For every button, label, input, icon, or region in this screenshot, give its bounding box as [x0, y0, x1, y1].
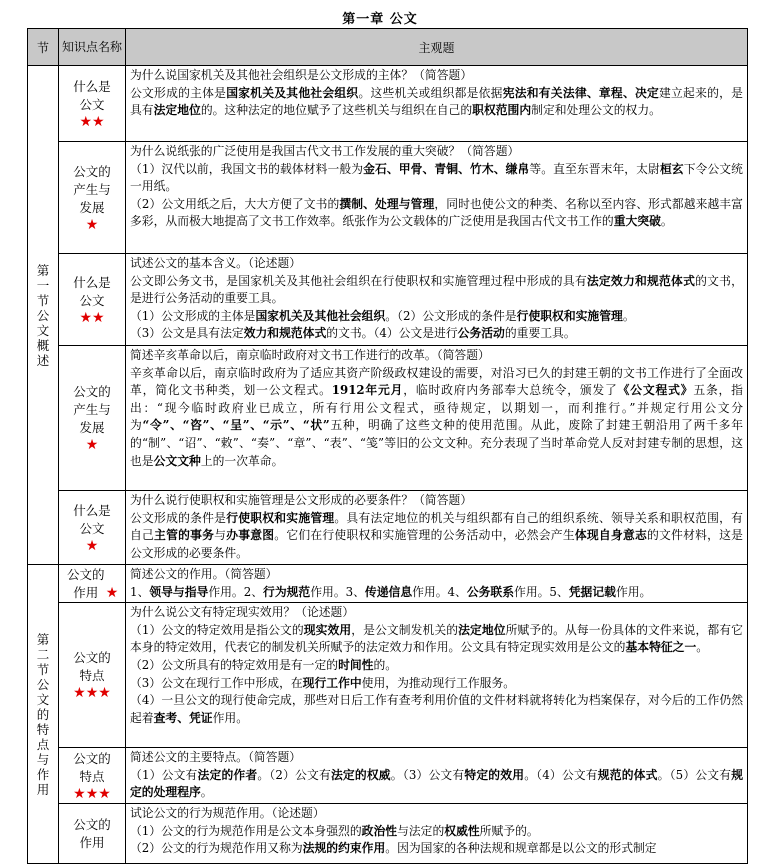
key-term: 公文文种 [153, 453, 201, 468]
key-term: 《公文程式》 [617, 383, 694, 398]
answer-text [130, 622, 743, 657]
key-term: 规范的体式 [597, 767, 658, 782]
text-segment: （2）公文的行为规范作用又称为 [130, 841, 303, 856]
key-term: 传递信息 [364, 584, 413, 599]
text-segment: 。 [622, 308, 635, 323]
importance-stars: ★ [105, 584, 119, 601]
key-term: 1912年元月 [331, 383, 404, 398]
knowledge-point-cell [59, 66, 126, 142]
knowledge-table [27, 28, 748, 864]
answer-text [130, 325, 743, 343]
knowledge-point-name: 公文的产生与发展 [73, 163, 111, 215]
text-segment: 辛亥革命以后，南京临时政府为了适应其资产阶级政权建设的需要，对沿习已久的封建王朝的文书工作进行了全面改革，简化文书种类，划一公文程式。 [130, 365, 743, 398]
knowledge-point-name: 什么是公文 [73, 78, 111, 112]
text-segment: 。 [200, 785, 213, 800]
text-segment: 与 [214, 528, 227, 543]
table-row [28, 491, 748, 565]
answer-text [130, 365, 743, 471]
answer-cell [126, 66, 748, 142]
knowledge-point-cell [59, 804, 126, 864]
answer-text [130, 85, 743, 120]
question-text: 简述公文的主要特点。（简答题） [130, 750, 302, 765]
knowledge-point-name: 公文的特点 [73, 650, 111, 684]
text-segment: 。（5）公文有 [657, 767, 732, 782]
text-segment: 公文形成的条件是 [130, 510, 227, 525]
key-term: 现行工作中 [302, 675, 362, 690]
text-segment: （1）汉代以前，我国文书的载体材料一般为 [130, 161, 364, 176]
key-term: 法定的权威 [330, 767, 391, 782]
table-row [28, 748, 748, 804]
text-segment: 。（2）公文形成的条件是 [385, 308, 517, 323]
question-text: 简述辛亥革命以后，南京临时政府对文书工作进行的改革。（简答题） [130, 348, 490, 362]
text-segment: 下令公文统一用纸。 [130, 161, 743, 194]
text-segment: ，临时政府内务部奉大总统令，颁发了 [403, 383, 618, 398]
text-segment: （1）公文的行为规范作用是公文本身强烈的 [130, 823, 362, 838]
key-term: 行为规范 [263, 584, 311, 599]
question-text: 为什么说行使职权和实施管理是公文形成的必要条件？（简答题） [130, 493, 473, 507]
text-segment: 的文书。（4）公文是进行 [326, 326, 458, 341]
text-segment: 五条，指出：“现今临时政府业已成立，所有行用公文程式，亟待规定，以期划一，而利推行。”并规定行用公文分为 [130, 383, 743, 433]
text-segment: 。它们在行使职权和实施管理的公务活动中，必然会产生 [274, 528, 575, 543]
text-segment: 作用。3、 [310, 584, 365, 599]
page-title: 第一章 公文 [342, 12, 418, 27]
knowledge-point-cell [59, 142, 126, 254]
table-row [28, 66, 748, 142]
table-header-row [28, 29, 748, 66]
key-term: 时间性 [338, 657, 374, 672]
importance-stars: ★★ [79, 309, 105, 326]
knowledge-point-cell [59, 565, 126, 603]
text-segment: 。因为国家的各种法规和规章都是以公文的形式制定 [385, 841, 657, 856]
text-segment: 。（4）公文有 [524, 767, 598, 782]
answer-text [130, 675, 743, 693]
key-term: 桓玄 [659, 161, 684, 176]
answer-text [130, 196, 743, 231]
text-segment: 的文件材料，这是公文形成的必要条件。 [130, 528, 743, 560]
answer-text [130, 161, 743, 196]
section-cell [28, 565, 59, 864]
knowledge-point-name: 什么是公文 [73, 274, 111, 308]
text-segment: （4）一旦公文的现行使命完成，那些对日后工作有查考利用价值的文件材料就将转化为档案保存，对今后的工作仍然起着 [130, 693, 743, 725]
answer-text [130, 273, 743, 308]
question-text: 为什么说纸张的广泛使用是我国古代文书工作发展的重大突破？（简答题） [130, 144, 520, 158]
section-label: 第一节公文概述 [36, 262, 50, 368]
key-term: 国家机关及其他社会组织 [255, 308, 386, 323]
key-term: 国家机关及其他社会组织 [226, 85, 359, 100]
key-term: 权威性 [444, 823, 480, 838]
text-segment: 公文即公务文书，是国家机关及其他社会组织在行使职权和实施管理过程中形成的具有 [130, 273, 587, 288]
knowledge-point-cell [59, 346, 126, 491]
text-segment: （3）公文是具有法定 [130, 326, 244, 341]
importance-stars: ★★★ [73, 685, 111, 702]
knowledge-point-name: 公文的特点 [73, 750, 111, 784]
text-segment: 与法定的 [397, 823, 445, 838]
text-segment: 。 [696, 640, 709, 655]
text-segment: 使用，为推动现行工作服务。 [361, 675, 516, 690]
key-term: 规定的处理程序 [130, 767, 744, 800]
answer-cell [126, 254, 748, 346]
text-segment: ，同时也使公文的种类、名称以至内容、形式都越来越丰富多彩，从而极大地提高了文书工作效率。纸张作为公文载体的广泛使用是我国古代文书工作的 [130, 196, 743, 229]
table-row [28, 254, 748, 346]
text-segment: ，是公文制发机关的 [351, 622, 459, 637]
text-segment: 等。直至东晋末年，太尉 [529, 161, 660, 176]
key-term: 公务活动 [457, 326, 505, 341]
header-section: 节 [28, 29, 59, 66]
answer-text [130, 767, 743, 802]
text-segment: 公文形成的主体是 [130, 85, 227, 100]
key-term: 政治性 [361, 823, 398, 838]
knowledge-point-cell [59, 748, 126, 804]
knowledge-point-name: 公文的产生与发展 [73, 384, 111, 435]
key-term: “令”、“咨”、“呈”、“示”、“状” [142, 418, 330, 433]
answer-text [130, 584, 743, 602]
key-term: 宪法和有关法律、章程、决定 [502, 85, 660, 100]
answer-cell [126, 565, 748, 603]
knowledge-point-name: 公文的作用 [73, 816, 111, 850]
text-segment: （1）公文有 [130, 767, 198, 782]
section-label: 第二节公文的特点与作用 [36, 631, 50, 797]
importance-stars: ★ [85, 537, 99, 554]
text-segment: （2）公文用纸之后，大大方便了文书的 [130, 196, 340, 211]
table-row [28, 603, 748, 748]
key-term: 效力和规范体式 [243, 326, 327, 341]
key-term: 法定地位 [458, 622, 506, 637]
text-segment: 的。 [373, 657, 398, 672]
text-segment: 上的一次革命。 [200, 453, 284, 468]
header-topic: 主观题 [126, 29, 748, 66]
text-segment: 的文书，是进行公务活动的重要工具。 [130, 273, 743, 306]
key-term: 撰制、处理与管理 [339, 196, 435, 211]
key-term: 领导与指导 [149, 584, 209, 599]
question-text: 试述公文的基本含义。（论述题） [130, 256, 302, 270]
knowledge-point-cell [59, 254, 126, 346]
table-row [28, 565, 748, 603]
importance-stars: ★★ [79, 113, 105, 130]
text-segment: 。 [660, 214, 673, 229]
answer-text [130, 657, 743, 675]
key-term: 金石、甲骨、青铜、竹木、缣帛 [363, 161, 530, 176]
text-segment: 五种，明确了这些文种的使用范围。从此，废除了封建王朝沿用了两千多年的“制”、“诏”、“敕”、“奏”、“章”、“表”、“笺”等旧的公文文种。充分表现了当时革命党人反对封建专制的思想，这也是 [130, 418, 743, 468]
question-text: 为什么说国家机关及其他社会组织是公文形成的主体？（简答题） [130, 68, 473, 82]
text-segment: 作用。2、 [208, 584, 264, 599]
section-cell [28, 66, 59, 565]
text-segment: （3）公文在现行工作中形成，在 [130, 675, 303, 690]
key-term: 重大突破 [613, 214, 661, 229]
text-segment: 1、 [130, 584, 150, 599]
key-term: 查考、凭证 [153, 710, 213, 725]
question-text: 简述公文的作用。（简答题） [130, 567, 278, 581]
answer-text [130, 692, 743, 727]
key-term: 行使职权和实施管理 [516, 308, 623, 323]
answer-cell [126, 142, 748, 254]
text-segment: 制定和处理公文的权力。 [531, 103, 661, 118]
key-term: 办事意图 [226, 528, 275, 543]
answer-text [130, 308, 743, 326]
text-segment: （1）公文的特定效用是指公文的 [130, 622, 304, 637]
question-text: 为什么说公文有特定现实效用？（论述题） [130, 605, 355, 620]
table-row [28, 142, 748, 254]
text-segment: 建立起来的，是具有 [130, 85, 743, 118]
knowledge-point-name: 公文的作用 [66, 566, 105, 600]
text-segment: 所赋予的。 [479, 823, 539, 838]
text-segment: 。这些机关或组织都是依据 [358, 85, 503, 100]
text-segment: 的重要工具。 [504, 326, 576, 341]
key-term: 法定地位 [153, 103, 201, 118]
header-knowledge: 知识点名称 [59, 29, 126, 66]
answer-cell [126, 491, 748, 565]
text-segment: 。（2）公文有 [257, 767, 331, 782]
key-term: 行使职权和实施管理 [226, 510, 335, 525]
key-term: 职权范围内 [472, 103, 532, 118]
text-segment: （2）公文所具有的特定效用是有一定的 [130, 657, 339, 672]
answer-text [130, 823, 743, 841]
text-segment: （1）公文形成的主体是 [130, 308, 256, 323]
text-segment: 作用。 [615, 584, 652, 599]
knowledge-point-cell [59, 491, 126, 565]
key-term: 法规的约束作用 [302, 841, 386, 856]
knowledge-point-cell [59, 603, 126, 748]
key-term: 特定的效用 [464, 767, 525, 782]
answer-text [130, 840, 743, 858]
key-term: 凭据记载 [568, 584, 616, 599]
importance-stars: ★ [85, 437, 99, 453]
text-segment: 。具有法定地位的机关与组织都有自己的组织系统、领导关系和职权范围，有自己 [130, 510, 743, 543]
text-segment: 作用。5、 [514, 584, 569, 599]
knowledge-point-name: 什么是公文 [73, 502, 111, 536]
answer-text [130, 510, 743, 563]
question-text: 试论公文的行为规范作用。（论述题） [130, 806, 325, 821]
key-term: 体现自身意志 [574, 528, 647, 543]
key-term: 法定的作者 [197, 767, 258, 782]
text-segment: 作用。4、 [412, 584, 467, 599]
key-term: 现实效用 [303, 622, 352, 637]
text-segment: 。（3）公文有 [390, 767, 465, 782]
answer-cell [126, 748, 748, 804]
answer-cell [126, 804, 748, 864]
key-term: 公务联系 [466, 584, 515, 599]
importance-stars: ★★★ [73, 785, 111, 802]
key-term: 主管的事务 [154, 528, 215, 543]
text-segment: 所赋予的。从每一份具体的文件来说，都有它本身的特定效用，代表它的制发机关所赋予的法定效力和作用。公文具有特定现实效用是公文的 [130, 622, 743, 655]
table-row [28, 346, 748, 491]
table-row [28, 804, 748, 864]
importance-stars: ★ [85, 216, 99, 233]
key-term: 法定效力和规范体式 [586, 273, 696, 288]
answer-cell [126, 346, 748, 491]
text-segment: 作用。 [212, 710, 249, 725]
key-term: 基本特征之一 [625, 640, 697, 655]
text-segment: 的。这种法定的地位赋予了这些机关与组织在自己的 [200, 103, 473, 118]
answer-cell [126, 603, 748, 748]
